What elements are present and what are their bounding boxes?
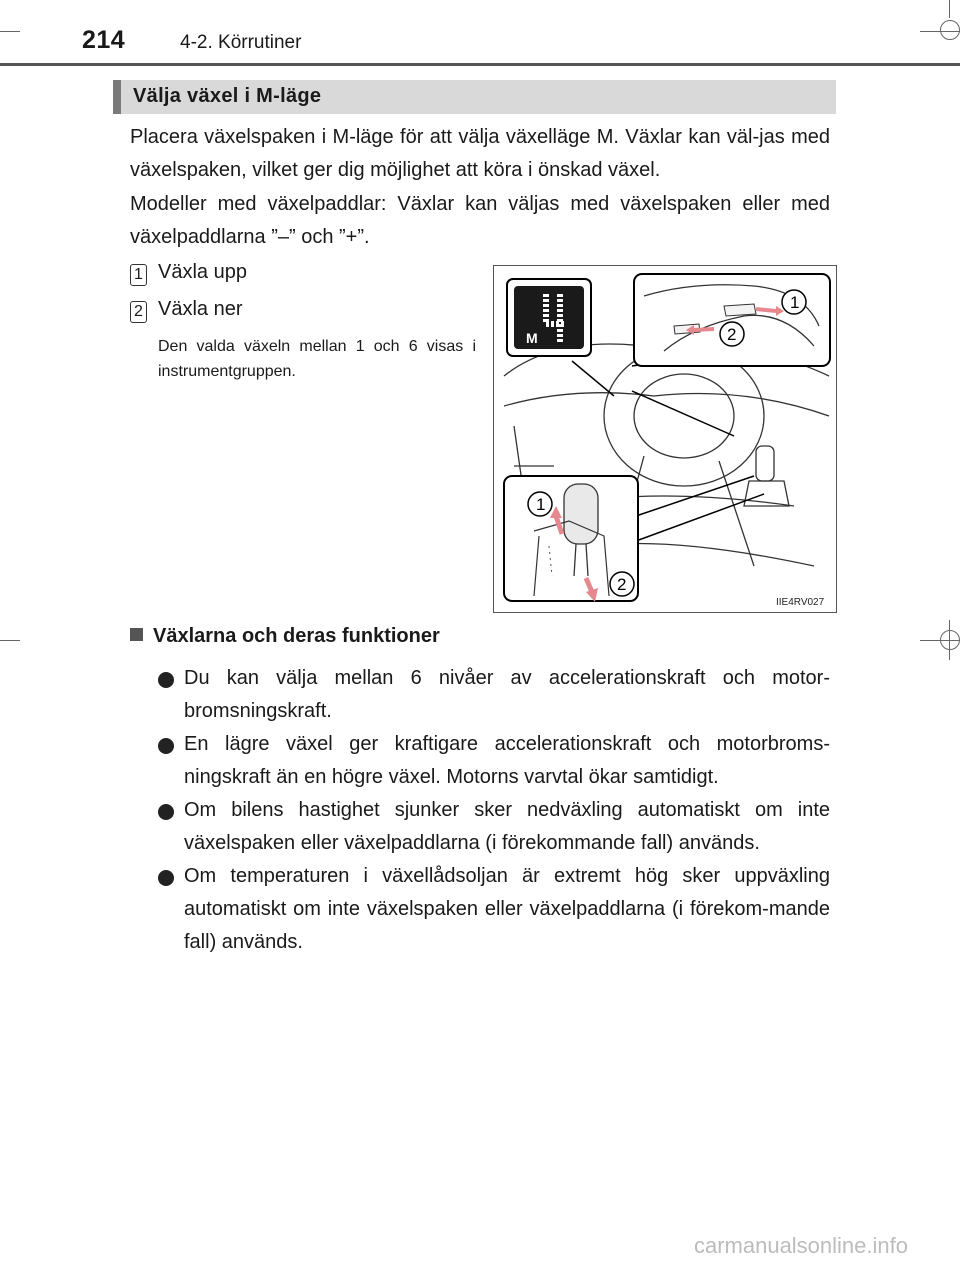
bullet-dot-icon bbox=[158, 672, 174, 688]
registration-mark-icon bbox=[940, 630, 960, 650]
header-rule bbox=[0, 63, 960, 66]
figure-callout-2: 2 bbox=[617, 575, 627, 594]
bullet-text: En lägre växel ger kraftigare accelerationskraft och motorbroms-ningskraft än en högre växel. Motorns varvtal ökar samtidigt. bbox=[184, 733, 830, 788]
bullet-dot-icon bbox=[158, 870, 174, 886]
figure-code: IIE4RV027 bbox=[776, 597, 825, 608]
item-label-shift-up: Växla upp bbox=[158, 261, 247, 283]
figure-callout-1: 1 bbox=[536, 495, 546, 514]
display-gear-letter: M bbox=[526, 330, 538, 346]
intro-paragraph: Placera växelspaken i M-läge för att välja växelläge M. Växlar kan väl-jas med växelspaken, vilket ger dig möjlighet att köra i önskad växel. bbox=[130, 126, 830, 181]
bullet-dot-icon bbox=[158, 804, 174, 820]
subsection-heading bbox=[130, 625, 440, 648]
crop-mark bbox=[0, 640, 20, 641]
item-number-badge: 1 bbox=[130, 264, 147, 286]
illustration-svg bbox=[494, 266, 836, 612]
section-heading bbox=[113, 80, 836, 114]
bullet-text: Du kan välja mellan 6 nivåer av accelerationskraft och motor-bromsningskraft. bbox=[184, 667, 830, 722]
figure-callout-1: 1 bbox=[790, 293, 800, 312]
subsection-title: Växlarna och deras funktioner bbox=[153, 625, 440, 647]
crop-mark bbox=[949, 620, 950, 660]
shift-lever-illustration bbox=[493, 265, 837, 613]
item-number-badge: 2 bbox=[130, 301, 147, 323]
crop-mark bbox=[0, 31, 20, 32]
note-text: Den valda växeln mellan 1 och 6 visas i instrumentgruppen. bbox=[158, 338, 476, 380]
item-label-shift-down: Växla ner bbox=[158, 298, 243, 320]
intro-paragraph: Modeller med växelpaddlar: Växlar kan väljas med växelspaken eller med växelpaddlarna ”–” och ”+”. bbox=[130, 193, 830, 248]
bullet-dot-icon bbox=[158, 738, 174, 754]
bullet-text: Om bilens hastighet sjunker sker nedväxling automatiskt om inte växelspaken eller växelpaddlarna (i förekommande fall) används. bbox=[184, 799, 830, 854]
section-title: Välja växel i M-läge bbox=[133, 85, 322, 107]
watermark: carmanualsonline.info bbox=[693, 1233, 908, 1258]
figure-callout-2: 2 bbox=[727, 325, 737, 344]
crop-mark bbox=[949, 0, 950, 18]
bullet-text: Om temperaturen i växellådsoljan är extremt hög sker uppväxling automatiskt om inte växelspaken eller växelpaddlarna (i förekom-mande fall) används. bbox=[184, 865, 830, 953]
chapter-title: 4-2. Körrutiner bbox=[180, 32, 302, 53]
registration-mark-icon bbox=[940, 20, 960, 40]
page-number: 214 bbox=[82, 26, 126, 54]
square-bullet-icon bbox=[130, 628, 143, 641]
